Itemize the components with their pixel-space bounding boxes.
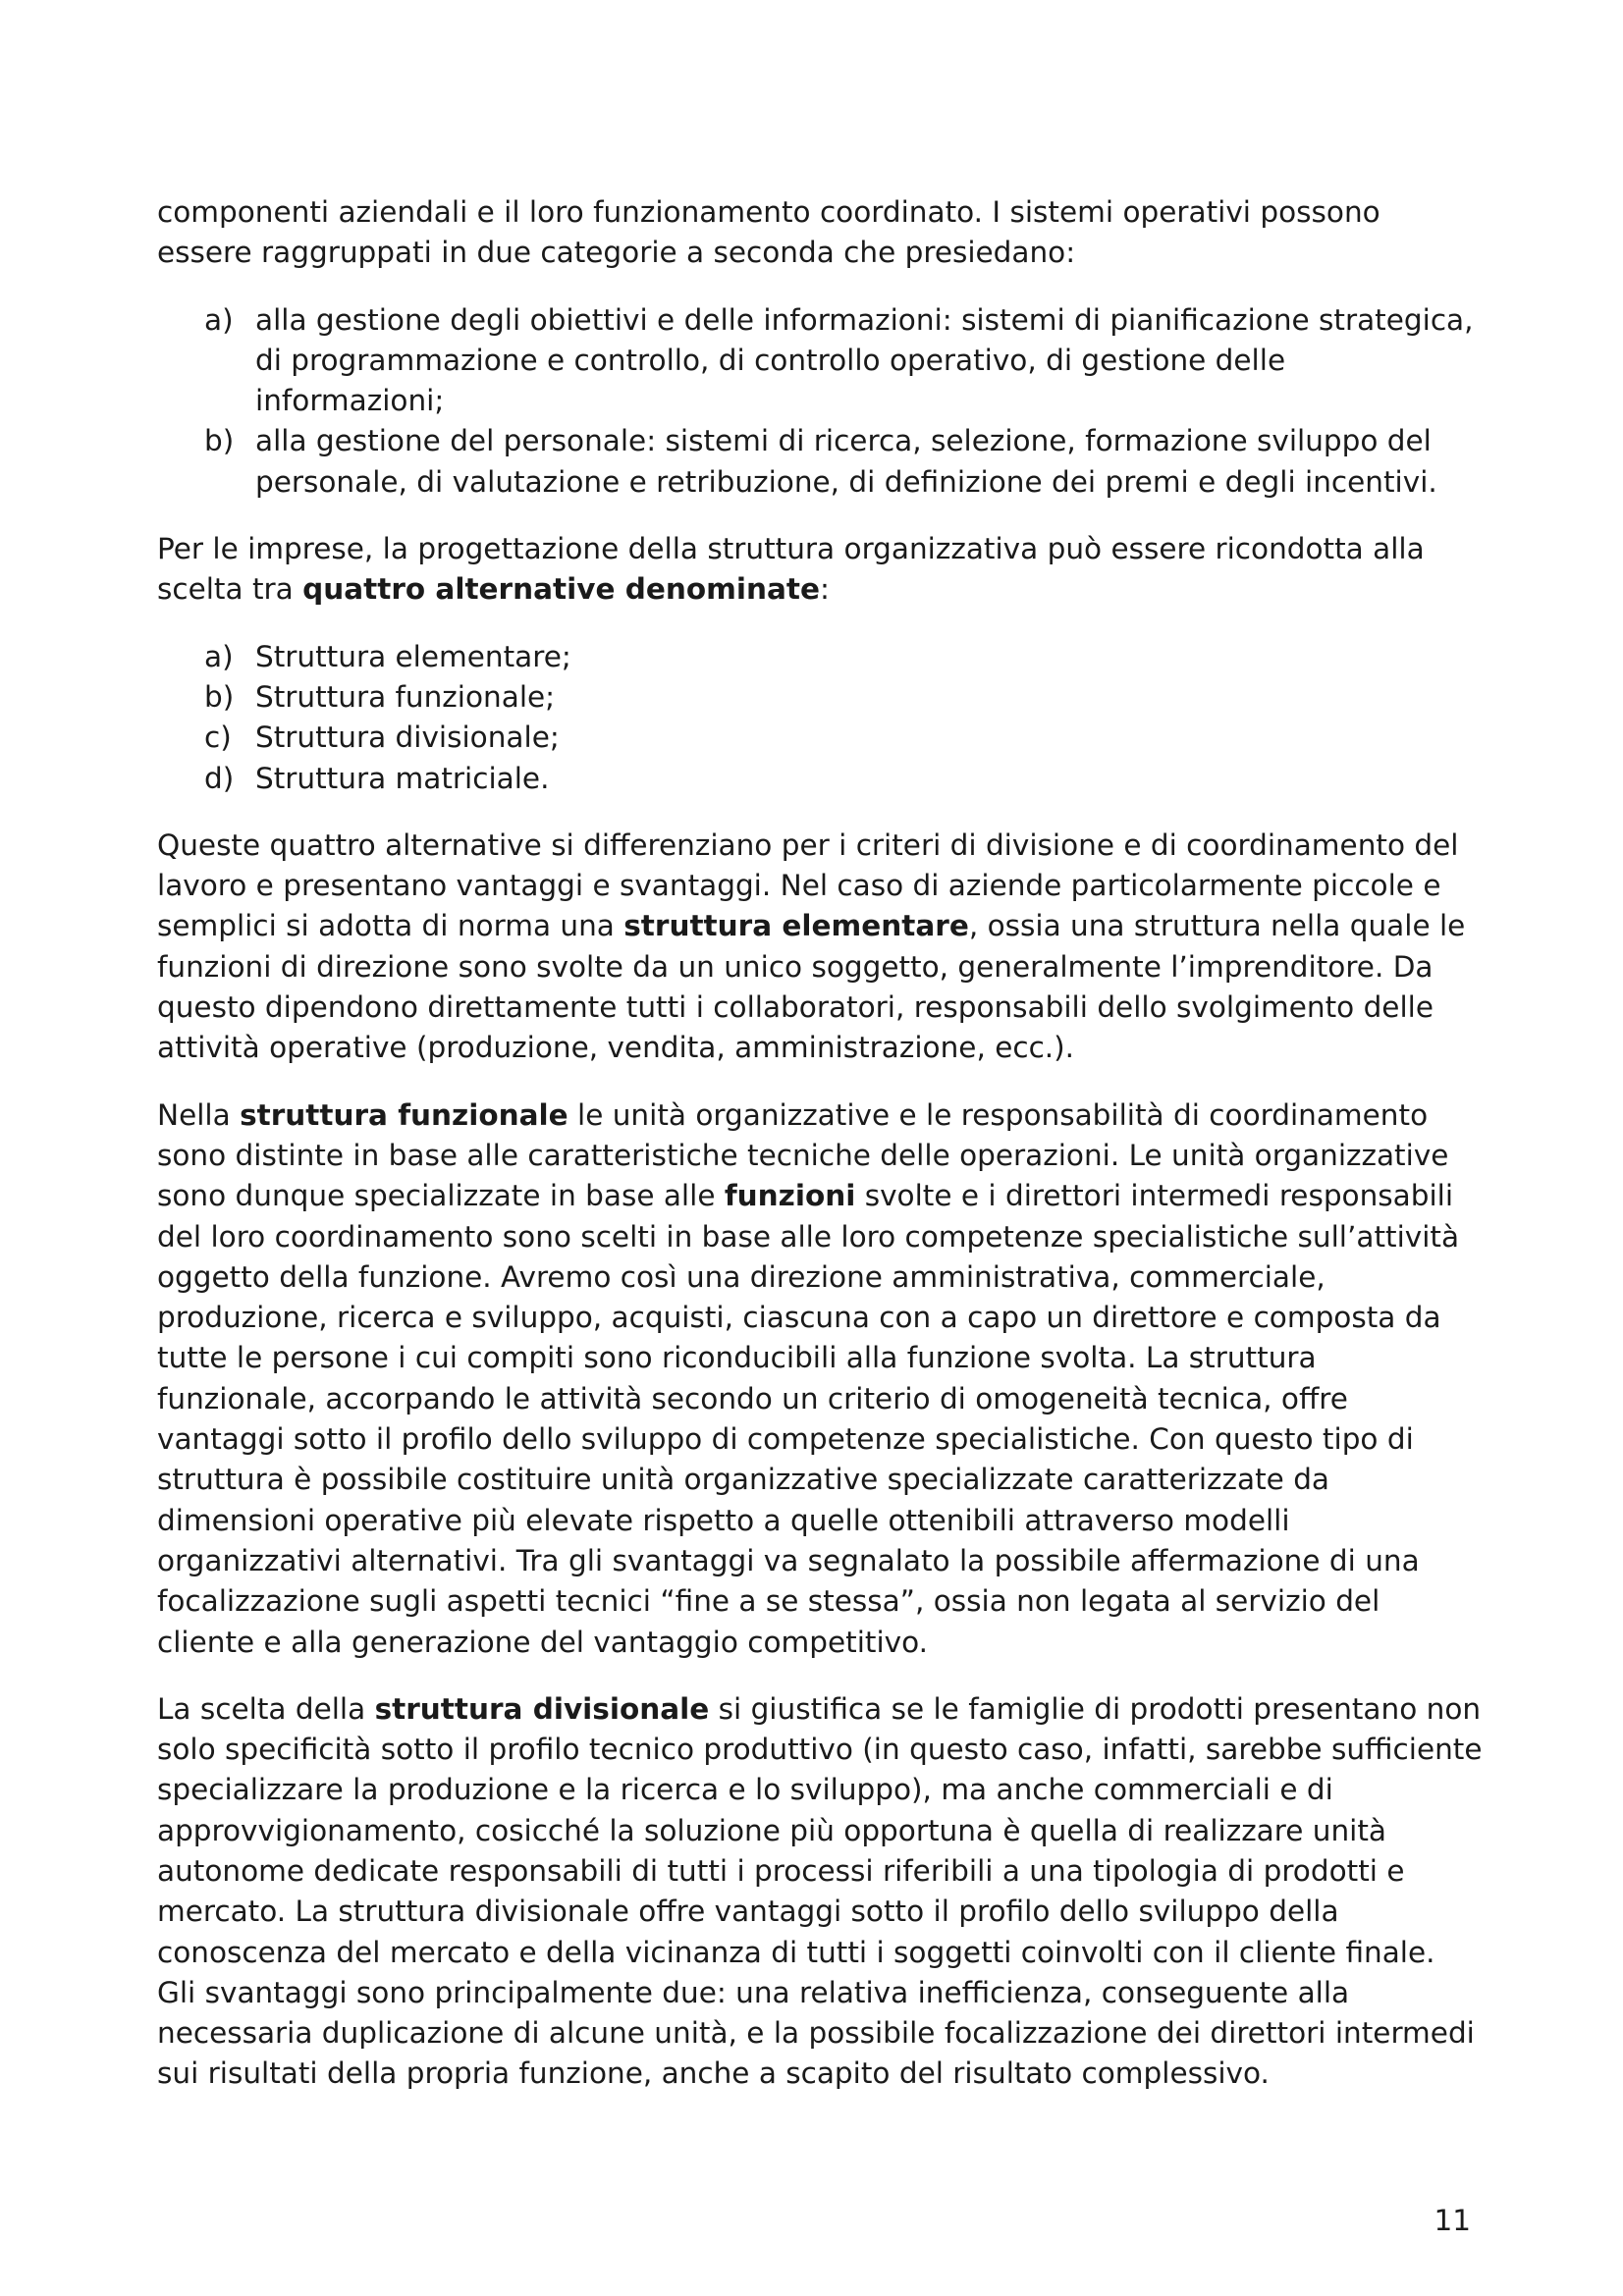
bold-term: funzioni (724, 1179, 856, 1213)
list-item-text: Struttura matriciale. (255, 761, 550, 795)
text-run: Per le imprese, la progettazione della struttura organizzativa può essere ricondotta alla scelta tra (157, 532, 1425, 607)
text-run: : (820, 572, 830, 607)
list-item-text: Struttura divisionale; (255, 721, 560, 755)
list-marker: b) (204, 679, 235, 714)
list-marker: a) (204, 639, 234, 673)
list-marker: c) (204, 721, 232, 755)
bold-term: struttura elementare (623, 909, 969, 943)
list-marker: b) (204, 424, 235, 458)
list-item-text: alla gestione del personale: sistemi di ricerca, selezione, formazione sviluppo del personale, di valutazione e retribuzione, di definizione dei premi e degli incentivi. (255, 424, 1437, 499)
text-run: le unità organizzative e le responsabilità di coordinamento sono distinte in base alle caratteristiche tecniche delle operazioni. Le unità organizzative sono dunque specializzate in base alle (157, 1097, 1449, 1213)
bold-term: struttura divisionale (374, 1691, 710, 1726)
text-run: La scelta della (157, 1691, 375, 1726)
document-body (157, 192, 1483, 2095)
list-item (157, 718, 1483, 758)
operating-systems-list (157, 300, 1483, 503)
text-run: si giustifica se le famiglie di prodotti presentano non solo specificità sotto il profilo tecnico produttivo (in questo caso, infatti, sarebbe sufficiente specializzare la produzione e la ricerca e lo sviluppo), ma anche commerciali e di approvvigionamento, cosicché la soluzione più opportuna è quella di realizzare unità autonome dedicate responsabili di tutti i processi riferibili a una tipologia di prodotti e mercato. La struttura divisionale offre vantaggi sotto il profilo dello sviluppo della conoscenza del mercato e della vicinanza di tutti i soggetti coinvolti con il cliente finale. Gli svantaggi sono principalmente due: una relativa inefficienza, conseguente alla necessaria duplicazione di alcune unità, e la possibile focalizzazione dei direttori intermedi sui risultati della propria funzione, anche a scapito del risultato complessivo. (157, 1691, 1483, 2091)
divisionale-paragraph (157, 1689, 1483, 2095)
text-run: , ossia una struttura nella quale le funzioni di direzione sono svolte da un unico soggetto, generalmente l’imprenditore. Da questo dipendono direttamente tutti i collaboratori, responsabili dello svolgimento delle attività operative (produzione, vendita, amministrazione, ecc.). (157, 909, 1466, 1065)
list-item (157, 421, 1483, 503)
list-item (157, 759, 1483, 799)
list-item (157, 300, 1483, 422)
bold-term: struttura funzionale (240, 1097, 568, 1132)
list-item-text: Struttura funzionale; (255, 679, 556, 714)
list-item-text: Struttura elementare; (255, 639, 571, 673)
list-item (157, 677, 1483, 718)
list-marker: a) (204, 302, 234, 337)
bold-term: quattro alternative denominate (302, 572, 820, 607)
elementare-paragraph (157, 826, 1483, 1069)
structures-list (157, 637, 1483, 799)
list-marker: d) (204, 761, 235, 795)
page-number: 11 (1434, 2204, 1471, 2237)
structures-intro-paragraph (157, 529, 1483, 611)
text-run: svolte e i direttori intermedi responsabili del loro coordinamento sono scelti in base alle loro competenze specialistiche sull’attività oggetto della funzione. Avremo così una direzione amministrativa, commerciale, produzione, ricerca e sviluppo, acquisti, ciascuna con a capo un direttore e composta da tutte le persone i cui compiti sono riconducibili alla funzione svolta. La struttura funzionale, accorpando le attività secondo un criterio di omogeneità tecnica, offre vantaggi sotto il profilo dello sviluppo di competenze specialistiche. Con questo tipo di struttura è possibile costituire unità organizzative specializzate caratterizzate da dimensioni operative più elevate rispetto a quelle ottenibili attraverso modelli organizzativi alternativi. Tra gli svantaggi va segnalato la possibile affermazione di una focalizzazione sugli aspetti tecnici “fine a se stessa”, ossia non legata al servizio del cliente e alla generazione del vantaggio competitivo. (157, 1179, 1460, 1659)
text-run: Nella (157, 1097, 241, 1132)
intro-paragraph: componenti aziendali e il loro funzionamento coordinato. I sistemi operativi possono essere raggruppati in due categorie a seconda che presiedano: (157, 195, 1380, 270)
funzionale-paragraph (157, 1095, 1483, 1663)
text-run: Queste quattro alternative si differenziano per i criteri di divisione e di coordinamento del lavoro e presentano vantaggi e svantaggi. Nel caso di aziende particolarmente piccole e semplici si adotta di norma una (157, 828, 1459, 943)
list-item (157, 637, 1483, 677)
list-item-text: alla gestione degli obiettivi e delle informazioni: sistemi di pianificazione strategica, di programmazione e controllo, di controllo operativo, di gestione delle informazioni; (255, 302, 1474, 418)
